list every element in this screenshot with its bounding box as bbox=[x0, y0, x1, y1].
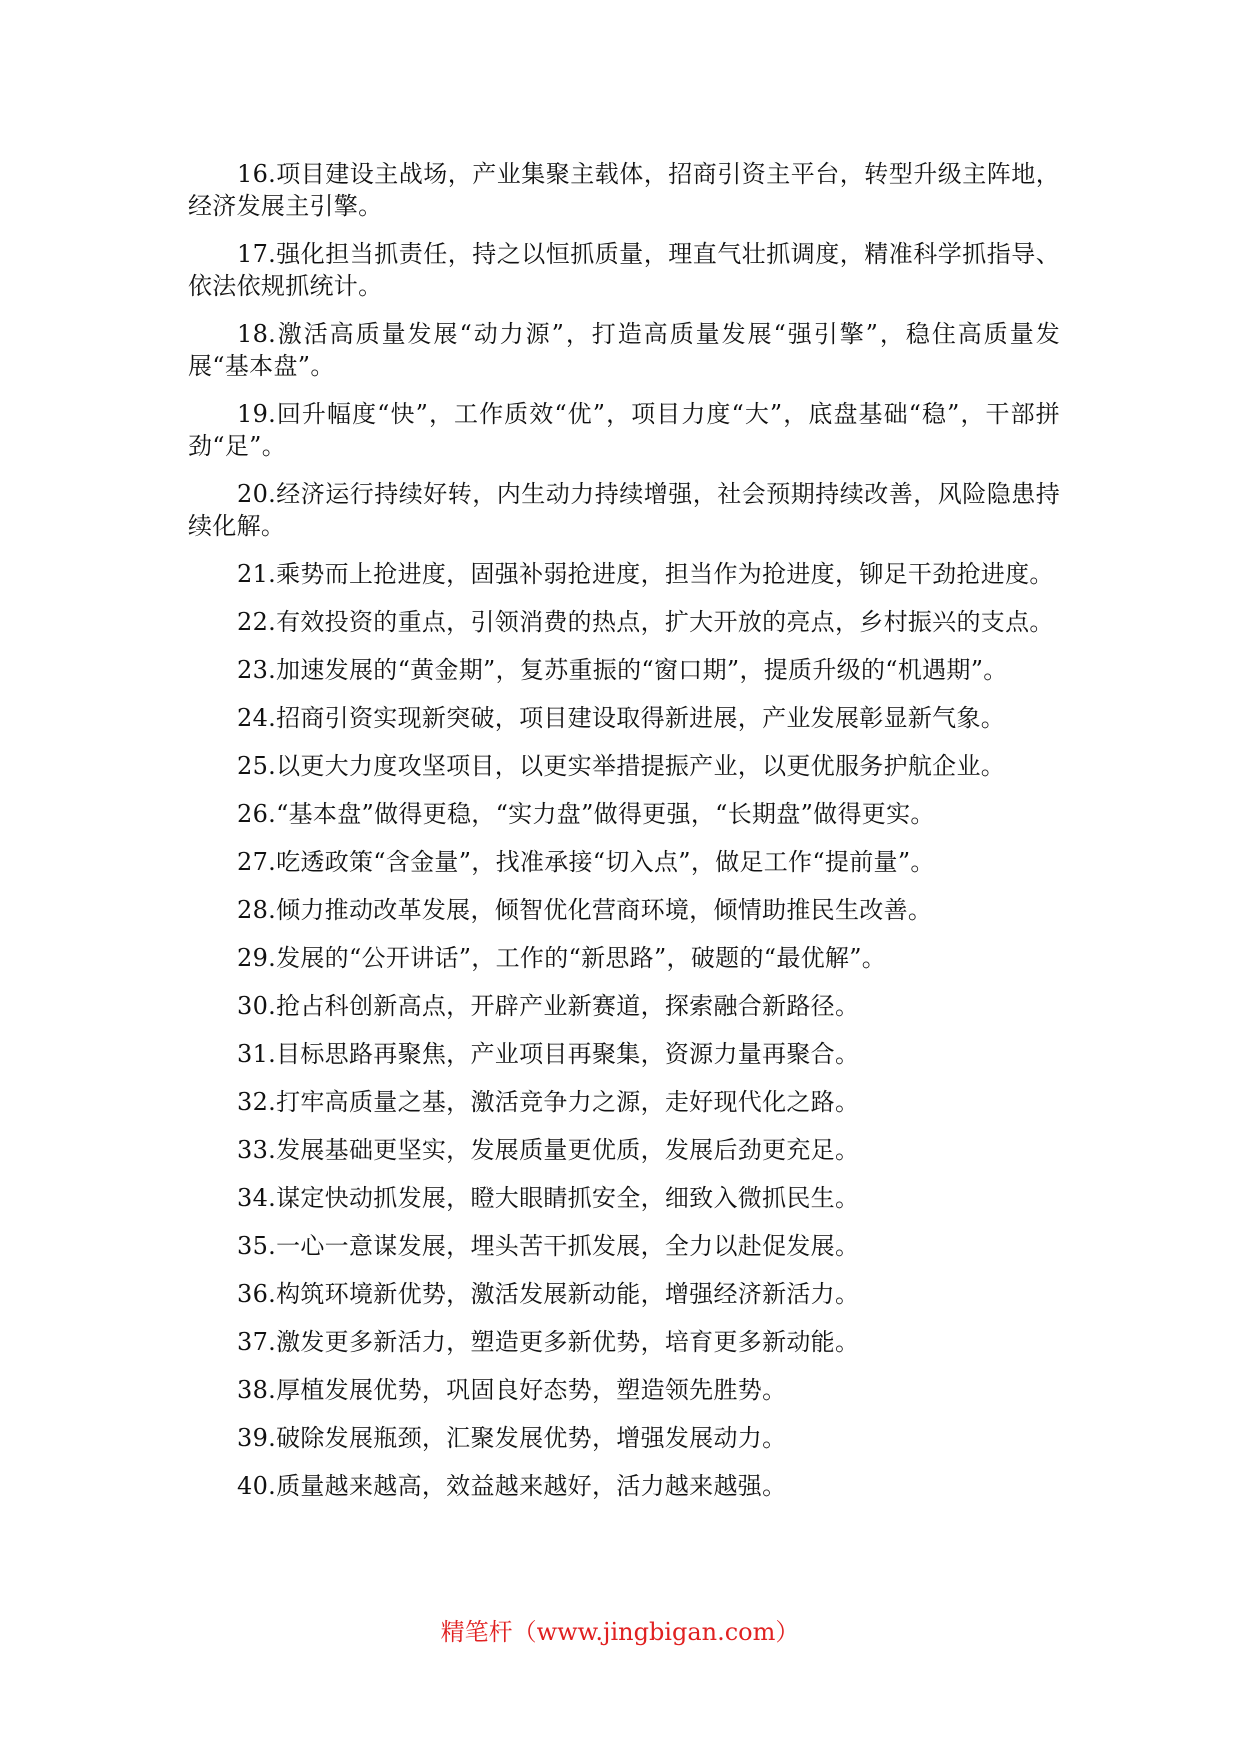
list-item: 39.破除发展瓶颈，汇聚发展优势，增强发展动力。 bbox=[237, 1424, 787, 1452]
list-item: 40.质量越来越高，效益越来越好，活力越来越强。 bbox=[237, 1472, 787, 1500]
list-item: 24.招商引资实现新突破，项目建设取得新进展，产业发展彰显新气象。 bbox=[237, 704, 1006, 732]
list-item: 18.激活高质量发展“动力源”，打造高质量发展“强引擎”，稳住高质量发展“基本盘”。 bbox=[188, 320, 1060, 380]
list-item: 30.抢占科创新高点，开辟产业新赛道，探索融合新路径。 bbox=[237, 992, 860, 1020]
list-item: 25.以更大力度攻坚项目，以更实举措提振产业，以更优服务护航企业。 bbox=[237, 752, 1006, 780]
list-item: 21.乘势而上抢进度，固强补弱抢进度，担当作为抢进度，铆足干劲抢进度。 bbox=[237, 560, 1054, 588]
list-item: 16.项目建设主战场，产业集聚主载体，招商引资主平台，转型升级主阵地，经济发展主引擎。 bbox=[188, 160, 1060, 220]
list-item: 38.厚植发展优势，巩固良好态势，塑造领先胜势。 bbox=[237, 1376, 787, 1404]
list-item: 34.谋定快动抓发展，瞪大眼睛抓安全，细致入微抓民生。 bbox=[237, 1184, 860, 1212]
list-item: 26.“基本盘”做得更稳，“实力盘”做得更强，“长期盘”做得更实。 bbox=[237, 800, 935, 828]
list-item: 28.倾力推动改革发展，倾智优化营商环境，倾情助推民生改善。 bbox=[237, 896, 933, 924]
list-item: 29.发展的“公开讲话”，工作的“新思路”，破题的“最优解”。 bbox=[237, 944, 887, 972]
document-body bbox=[188, 158, 1060, 1518]
list-item: 27.吃透政策“含金量”，找准承接“切入点”，做足工作“提前量”。 bbox=[237, 848, 935, 876]
list-item: 17.强化担当抓责任，持之以恒抓质量，理直气壮抓调度，精准科学抓指导、依法依规抓统计。 bbox=[188, 240, 1060, 300]
list-item: 35.一心一意谋发展，埋头苦干抓发展，全力以赴促发展。 bbox=[237, 1232, 860, 1260]
list-item: 36.构筑环境新优势，激活发展新动能，增强经济新活力。 bbox=[237, 1280, 860, 1308]
list-item: 23.加速发展的“黄金期”，复苏重振的“窗口期”，提质升级的“机遇期”。 bbox=[237, 656, 1008, 684]
list-item: 20.经济运行持续好转，内生动力持续增强，社会预期持续改善，风险隐患持续化解。 bbox=[188, 480, 1060, 540]
list-item: 19.回升幅度“快”，工作质效“优”，项目力度“大”，底盘基础“稳”，干部拼劲“足”。 bbox=[188, 400, 1060, 460]
list-item: 37.激发更多新活力，塑造更多新优势，培育更多新动能。 bbox=[237, 1328, 860, 1356]
list-item: 32.打牢高质量之基，激活竞争力之源，走好现代化之路。 bbox=[237, 1088, 860, 1116]
list-item: 22.有效投资的重点，引领消费的热点，扩大开放的亮点，乡村振兴的支点。 bbox=[237, 608, 1054, 636]
list-item: 31.目标思路再聚焦，产业项目再聚集，资源力量再聚合。 bbox=[237, 1040, 860, 1068]
footer-watermark[interactable]: 精笔杆（www.jingbigan.com） bbox=[440, 1618, 800, 1646]
list-item: 33.发展基础更坚实，发展质量更优质，发展后劲更充足。 bbox=[237, 1136, 860, 1164]
